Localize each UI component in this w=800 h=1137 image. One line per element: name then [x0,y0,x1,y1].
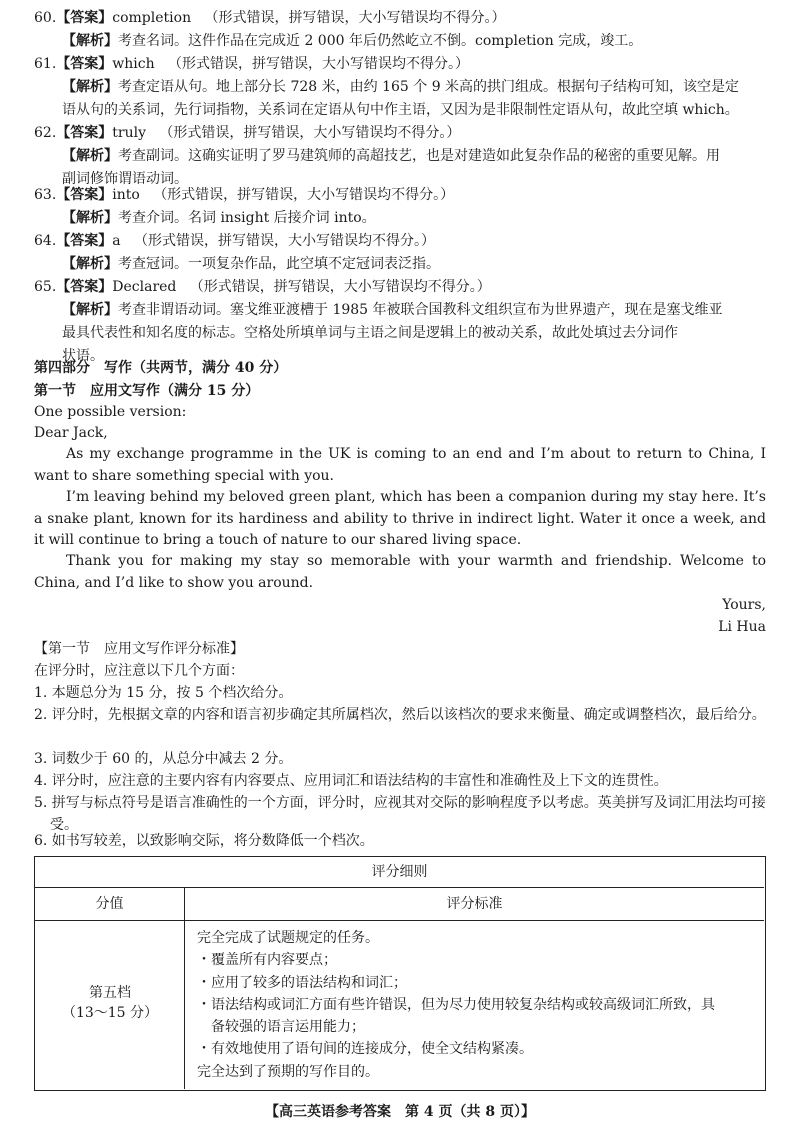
criteria-heading: 【第一节 应用文写作评分标准】 [34,641,244,657]
analysis-65-cont1: 最具代表性和知名度的标志。空格处所填单词与主语之间是逻辑上的被动关系，故此处填过去分词作 [62,325,678,341]
page-footer: 【高三英语参考答案 第 4 页（共 8 页）】 [265,1104,535,1120]
rubric-line: ・语法结构或词汇方面有些许错误，但为尽力使用较复杂结构或较高级词汇所致，具 [197,996,715,1013]
answer-63: 63.【答案】into （形式错误，拼写错误，大小写错误均不得分。） [34,187,455,203]
part4-title: 第四部分 写作（共两节，满分 40 分） [34,360,288,376]
analysis-65-cont2: 状语。 [62,348,104,364]
criteria-item-5: 5. 拼写与标点符号是语言准确性的一个方面，评分时，应视其对交际的影响程度予以考虑。英美拼写及词汇用法均可接受。 [34,795,766,833]
analysis-61-cont: 语从句的关系词，先行词指物，关系词在定语从句中作主语，又因为是非限制性定语从句，故此空填 which。 [62,102,739,118]
answer-64: 64.【答案】a （形式错误，拼写错误，大小写错误均不得分。） [34,233,435,249]
letter-paragraph-2: I’m leaving behind my beloved green plant, which has been a companion during my stay here. It’s a snake plant, known for its hardiness and ability to thrive in indirect light. Water it once a week, and it will continue to bring a touch of nature to our shared living space. [34,489,766,548]
analysis-62-cont: 副词修饰谓语动词。 [62,171,188,187]
analysis-64: 【解析】考查冠词。一项复杂作品，此空填不定冠词表泛指。 [62,256,440,272]
analysis-62: 【解析】考查副词。这确实证明了罗马建筑师的高超技艺，也是对建造如此复杂作品的秘密的重要见解。用 [62,148,720,164]
answer-61: 61.【答案】which （形式错误，拼写错误，大小写错误均不得分。） [34,56,469,72]
answer-60: 60.【答案】completion （形式错误，拼写错误，大小写错误均不得分。） [34,10,506,26]
criteria-intro: 在评分时，应注意以下几个方面： [34,663,244,679]
letter-closing: Yours, [722,597,766,613]
rubric-title: 评分细则 [35,857,764,888]
rubric-grade: 第五档 [89,985,131,1001]
rubric-col-score: 分值 [35,888,185,921]
section1-title: 第一节 应用文写作（满分 15 分） [34,383,260,399]
version-label: One possible version: [34,404,187,420]
criteria-item-2: 2. 评分时，先根据文章的内容和语言初步确定其所属档次，然后以该档次的要求来衡量、确定或调整档次，最后给分。 [34,707,766,723]
rubric-criteria-cell [197,927,757,1087]
rubric-line: ・有效地使用了语句间的连接成分，使全文结构紧凑。 [197,1041,533,1058]
rubric-grade-cell [35,921,185,1089]
analysis-63: 【解析】考查介词。名词 insight 后接介词 into。 [62,210,376,226]
letter-signature: Li Hua [718,619,766,635]
criteria-item-3: 3. 词数少于 60 的，从总分中减去 2 分。 [34,751,293,767]
rubric-line: 完全达到了预期的写作目的。 [197,1063,379,1080]
analysis-61: 【解析】考查定语从句。地上部分长 728 米，由约 165 个 9 米高的拱门组成。根据句子结构可知，该空是定 [62,79,740,95]
letter-greeting: Dear Jack, [34,425,108,441]
answer-65: 65.【答案】Declared （形式错误，拼写错误，大小写错误均不得分。） [34,279,491,295]
answer-62: 62.【答案】truly （形式错误，拼写错误，大小写错误均不得分。） [34,125,461,141]
rubric-line: ・应用了较多的语法结构和词汇； [197,974,407,991]
analysis-60: 【解析】考查名词。这件作品在完成近 2 000 年后仍然屹立不倒。completion 完成，竣工。 [62,33,643,49]
rubric-table [34,856,766,1091]
rubric-line: 完全完成了试题规定的任务。 [197,930,379,946]
criteria-item-1: 1. 本题总分为 15 分，按 5 个档次给分。 [34,685,293,701]
criteria-item-6: 6. 如书写较差，以致影响交际，将分数降低一个档次。 [34,833,374,849]
letter-paragraph-3: Thank you for making my stay so memorable with your warmth and friendship. Welcome to China, and I’d like to show you around. [34,553,766,591]
criteria-item-4: 4. 评分时，应注意的主要内容有内容要点、应用词汇和语法结构的丰富性和准确性及上下文的连贯性。 [34,773,668,789]
analysis-65: 【解析】考查非谓语动词。塞戈维亚渡槽于 1985 年被联合国教科文组织宣布为世界遗产，现在是塞戈维亚 [62,302,723,318]
rubric-col-criteria: 评分标准 [185,888,764,921]
letter-paragraph-1: As my exchange programme in the UK is coming to an end and I’m about to return to China, I want to share something special with you. [34,446,766,484]
rubric-grade-range: （13～15 分） [61,1005,159,1021]
rubric-line: ・覆盖所有内容要点； [197,952,337,969]
rubric-line: 备较强的语言运用能力； [197,1019,365,1036]
